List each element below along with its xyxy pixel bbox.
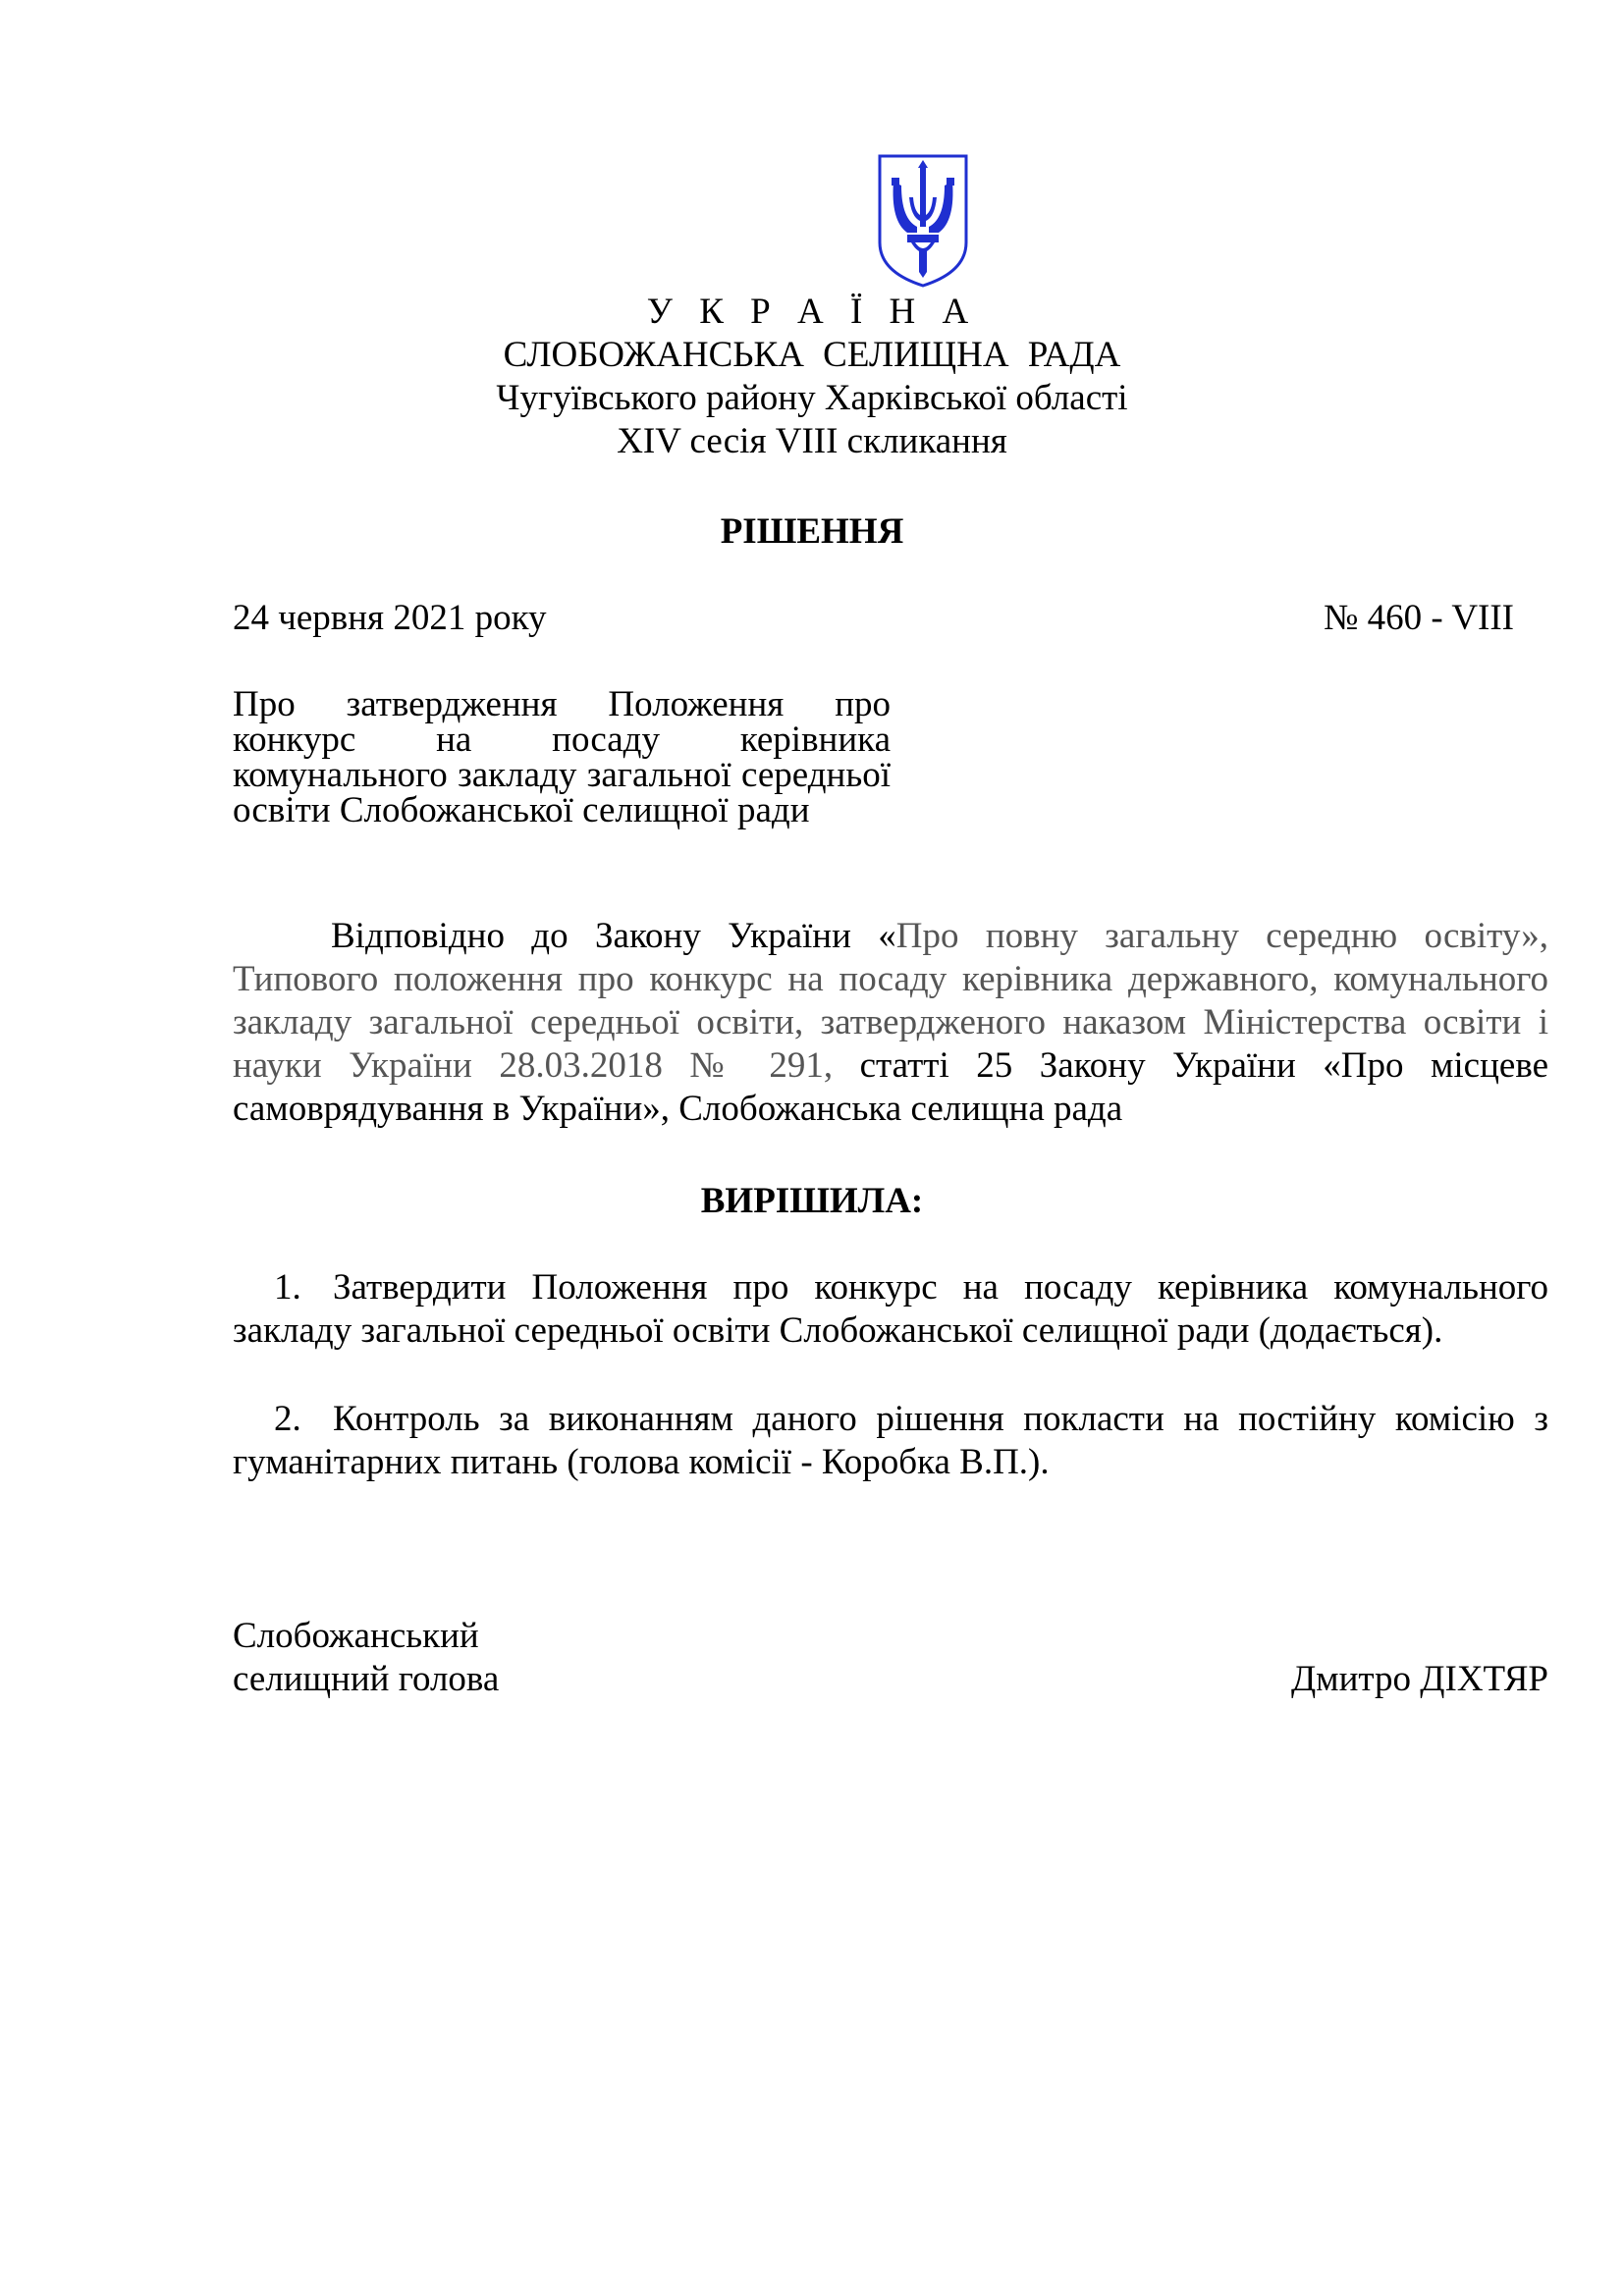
signatory-position-line-1: Слобожанський	[233, 1616, 479, 1656]
header-country: У К Р А Ї Н А	[646, 292, 978, 332]
header-council: СЛОБОЖАНСЬКА СЕЛИЩНА РАДА	[503, 335, 1121, 375]
item-text: Контроль за виконанням даного рішення покласти на постійну комісію з гуманітарних питань (голова комісії - Коробка В.П.).	[233, 1399, 1548, 1482]
item-number: 1.	[274, 1267, 301, 1308]
preamble-paragraph	[233, 915, 1548, 1131]
item-number: 2.	[274, 1399, 301, 1439]
signatory-position-line-2: селищний голова	[233, 1659, 500, 1699]
decided-heading: ВИРІШИЛА:	[700, 1181, 924, 1221]
item-text: Затвердити Положення про конкурс на посаду керівника комунального закладу загальної середньої освіти Слобожанської селищної ради (додається).	[233, 1267, 1548, 1351]
preamble-text-2: Про повну загальну середню освіту», Типового положення про конкурс на посаду керівника державного, комунального закладу загальної середньої освіти, затвердженого наказом Міністерства освіти і науки України 28.03.2018 № 291,	[233, 916, 1548, 1086]
preamble-text-1: Відповідно до Закону України «	[331, 916, 896, 956]
decision-title: РІШЕННЯ	[720, 511, 904, 552]
decision-subject: Про затвердження Положення про конкурс на посаду керівника комунального закладу загальної середньої освіти Слобожанської селищної ради	[233, 684, 891, 830]
decision-number: № 460 - VIII	[1324, 598, 1514, 638]
decision-date: 24 червня 2021 року	[233, 598, 547, 638]
trident-coat-of-arms-icon	[874, 152, 972, 290]
decision-item	[233, 1266, 1548, 1353]
preamble-text-3: статті 25 Закону України «Про місцеве самоврядування в України», Слобожанська селищна рада	[233, 1045, 1548, 1129]
header-district: Чугуївського району Харківської області	[496, 378, 1128, 418]
header-session: XIV сесія VIII скликання	[617, 421, 1007, 461]
signatory-name: Дмитро ДІХТЯР	[1290, 1659, 1548, 1699]
signatory-position	[233, 1615, 499, 1701]
decision-item	[233, 1398, 1548, 1484]
